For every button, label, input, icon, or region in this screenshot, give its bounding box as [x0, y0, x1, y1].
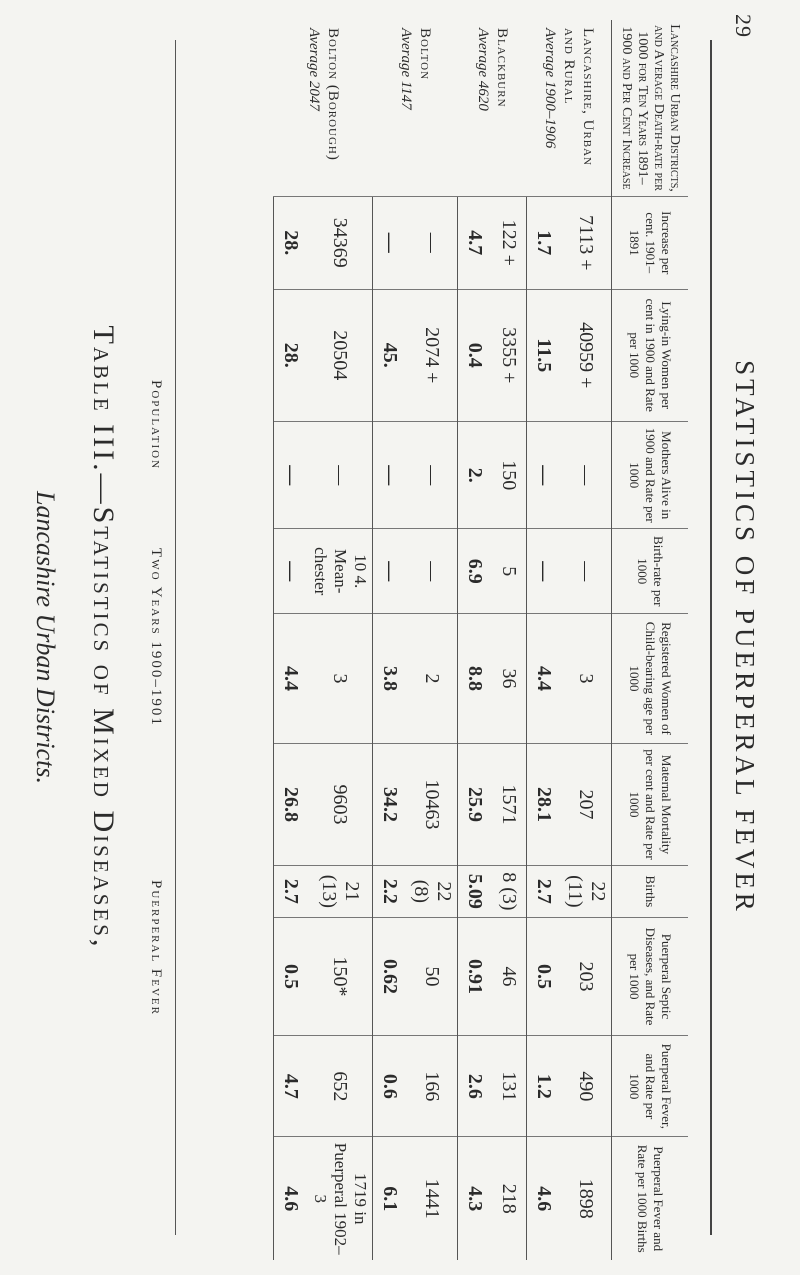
table-cell: 4.4: [274, 614, 309, 744]
table-cell: 203: [561, 917, 612, 1035]
table-cell: —: [373, 529, 408, 614]
table-cell: 7113 +: [561, 197, 612, 290]
table-cell: 3355 +: [492, 289, 527, 421]
table-cell: 22 (8): [407, 866, 458, 918]
table-caption: Lancashire Urban Districts.: [31, 491, 60, 784]
statistics-table: [273, 20, 688, 1260]
row-place: Bolton (Borough): [325, 28, 341, 161]
table-cell: —: [274, 421, 309, 528]
table-cell: 4.7: [274, 1036, 309, 1137]
table-cell: 207: [561, 743, 612, 865]
row-place: Lancashire, Urban and Rural: [561, 28, 597, 167]
table-cell: 1719 in Puerperal 1902–3: [311, 1142, 370, 1255]
table-cell: 0.6: [373, 1036, 408, 1137]
table-cell: 36: [492, 614, 527, 744]
table-cell: 218: [498, 1183, 521, 1214]
table-cell: —: [527, 421, 562, 528]
column-header: Registered Women of Child-bearing age per 1000: [612, 614, 689, 744]
table-cell: 4.3: [458, 1137, 493, 1260]
table-cell: 0.62: [373, 917, 408, 1035]
table-cell: 10 4. Mean-chester: [308, 529, 373, 614]
column-header: Puerperal Fever and Rate per 1000 Births: [612, 1137, 689, 1260]
table-cell: 22 (11): [561, 866, 612, 918]
table-cell: 28.: [274, 289, 309, 421]
statistics-table-wrapper: [273, 20, 688, 1260]
table-cell: 150: [492, 421, 527, 528]
table-row: [492, 20, 527, 1260]
table-cell: 1571: [492, 743, 527, 865]
row-place: Blackburn: [494, 28, 510, 108]
table-row: [527, 20, 562, 1260]
table-cell: 8 (3): [492, 866, 527, 918]
table-cell: 2.6: [458, 1036, 493, 1137]
column-header: Maternal Mortality per cent and Rate per 1000: [612, 743, 689, 865]
table-cell: 6.9: [458, 529, 493, 614]
table-cell: 21 (13): [308, 866, 373, 918]
table-cell: 490: [561, 1036, 612, 1137]
table-cell: 652: [308, 1036, 373, 1137]
table-cell: 0.5: [274, 917, 309, 1035]
table-cell: 8.8: [458, 614, 493, 744]
column-header: Puerperal Septic Diseases, and Rate per 1000: [612, 917, 689, 1035]
running-head: STATISTICS OF PUERPERAL FEVER: [730, 360, 760, 915]
table-cell: —: [274, 529, 309, 614]
table-cell: 4.6: [274, 1137, 309, 1260]
row-average: Average 1147: [398, 28, 414, 110]
table-cell: 25.9: [458, 743, 493, 865]
table-cell: —: [373, 421, 408, 528]
table-cell: 2.: [458, 421, 493, 528]
table-bottom-rule: [175, 40, 176, 1235]
column-header: Lying-in Women per cent in 1900 and Rate per 1000: [612, 289, 689, 421]
table-cell: 20504: [308, 289, 373, 421]
table-row: [458, 20, 493, 1260]
table-cell: 3.8: [373, 614, 408, 744]
table-cell: 26.8: [274, 743, 309, 865]
table-cell: 28.: [274, 197, 309, 290]
table-cell: 2: [407, 614, 458, 744]
table-cell: —: [308, 421, 373, 528]
table-cell: —: [407, 197, 458, 290]
table-cell: 34.2: [373, 743, 408, 865]
table-cell: 1.2: [527, 1036, 562, 1137]
table-cell: 131: [492, 1036, 527, 1137]
table-header-row: [612, 20, 689, 1260]
row-average: Average 4620: [475, 28, 491, 111]
row-header: [373, 20, 458, 197]
table-cell: —: [527, 529, 562, 614]
column-header: Lancashire Urban Districts, and Average Death-rate per 1000 for Ten Years 1891–1900 and Per Cent Increase: [612, 20, 689, 197]
table-cell: 10463: [407, 743, 458, 865]
table-cell: 11.5: [527, 289, 562, 421]
table-row: [407, 20, 458, 1260]
table-row: [274, 20, 309, 1260]
table-title: Table III.—Statistics of Mixed Diseases,: [87, 325, 120, 950]
table-cell: —: [373, 197, 408, 290]
page-number: 29: [731, 14, 756, 38]
row-place: Bolton: [417, 28, 433, 81]
table-cell: 0.4: [458, 289, 493, 421]
table-cell: 4.4: [527, 614, 562, 744]
table-cell: 40959 +: [561, 289, 612, 421]
table-cell: 0.91: [458, 917, 493, 1035]
table-cell: 28.1: [527, 743, 562, 865]
table-cell: 2.2: [373, 866, 408, 918]
table-row: [308, 20, 373, 1260]
table-cell: 150*: [308, 917, 373, 1035]
table-cell: 1441: [421, 1178, 444, 1219]
column-header: Births: [612, 866, 689, 918]
table-cell: 1.7: [527, 197, 562, 290]
row-header: [527, 20, 612, 197]
table-cell: 0.5: [527, 917, 562, 1035]
table-cell: 45.: [373, 289, 408, 421]
table-cell: 2.7: [527, 866, 562, 918]
table-cell: 50: [407, 917, 458, 1035]
column-header: Birth-rate per 1000: [612, 529, 689, 614]
table-cell: 9603: [308, 743, 373, 865]
table-cell: —: [561, 529, 612, 614]
table-cell: 4.7: [458, 197, 493, 290]
table-cell: 122 +: [492, 197, 527, 290]
column-header: Puerperal Fever, and Rate per 1000: [612, 1036, 689, 1137]
header-rule: [710, 40, 712, 1235]
row-average: Average 2047: [306, 28, 322, 111]
table-cell: 3: [561, 614, 612, 744]
sub-label-left: Population: [148, 380, 164, 471]
table-cell: 6.1: [373, 1137, 408, 1260]
table-cell: 34369: [308, 197, 373, 290]
table-cell: 4.6: [527, 1137, 562, 1260]
row-header: [458, 20, 527, 197]
table-row: [373, 20, 408, 1260]
table-cell: 3: [308, 614, 373, 744]
table-cell: 166: [407, 1036, 458, 1137]
table-cell: —: [561, 421, 612, 528]
table-cell: —: [407, 529, 458, 614]
column-header: Increase per cent. 1901–1891: [612, 197, 689, 290]
table-cell: 2.7: [274, 866, 309, 918]
table-cell: 2074 +: [407, 289, 458, 421]
table-cell: 5.09: [458, 866, 493, 918]
table-cell: 46: [492, 917, 527, 1035]
column-header: Mothers Alive in 1900 and Rate per 1000: [612, 421, 689, 528]
table-cell: —: [407, 421, 458, 528]
row-average: Average 1900–1906: [542, 28, 559, 149]
table-cell: 1898: [575, 1178, 598, 1219]
sub-label-center: Two Years 1900–1901: [148, 548, 164, 727]
table-row: [561, 20, 612, 1260]
row-header: [274, 20, 373, 197]
table-cell: 5: [492, 529, 527, 614]
sub-label-right: Puerperal Fever: [148, 880, 164, 1016]
